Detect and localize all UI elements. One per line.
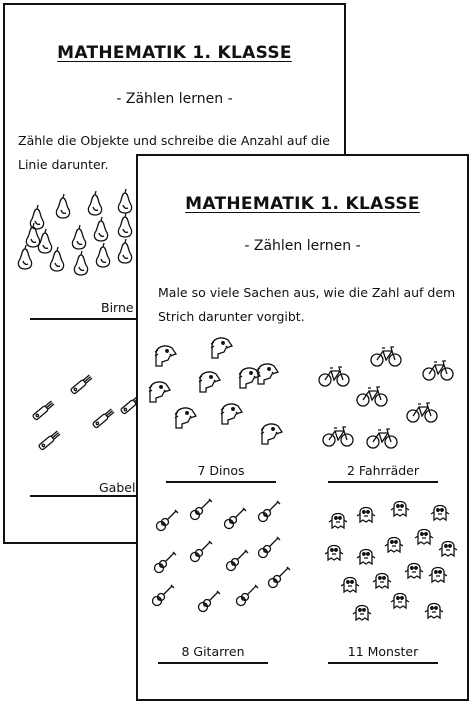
worksheet-title: MATHEMATIK 1. KLASSE — [57, 43, 292, 63]
monster-icon — [329, 514, 347, 529]
fork-icon — [38, 430, 60, 450]
monster-icon — [439, 542, 457, 557]
monster-icon — [353, 606, 371, 621]
worksheet-subtitle: - Zählen lernen - — [244, 238, 361, 254]
answer-label-monsters: 11 Monster — [347, 644, 419, 659]
fork-icon — [32, 400, 54, 420]
worksheet-instruction: Male so viele Sachen aus, wie die Zahl auf dem Strich darunter vorgibt. — [158, 285, 456, 324]
fork-icon — [92, 408, 114, 428]
monster-icon — [425, 604, 443, 619]
worksheet-instruction: Zähle die Objekte und schreibe die Anzahl auf die Linie darunter. — [18, 133, 330, 172]
answer-label-guitars: 8 Gitarren — [181, 644, 245, 659]
answer-line — [30, 495, 138, 497]
answer-label-pears: Birne — [101, 300, 134, 315]
monster-icon — [341, 578, 359, 593]
monster-group — [138, 156, 471, 703]
answer-label-bicycles: 2 Fahrräder — [346, 463, 420, 478]
monster-icon — [405, 564, 423, 579]
monster-icon — [357, 508, 375, 523]
monster-icon — [385, 538, 403, 553]
worksheet-subtitle: - Zählen lernen - — [116, 91, 233, 107]
monster-icon — [429, 568, 447, 583]
monster-icon — [373, 574, 391, 589]
monster-icon — [391, 502, 409, 517]
monster-icon — [415, 530, 433, 545]
answer-label-dinos: 7 Dinos — [197, 463, 245, 478]
fork-icon — [70, 374, 92, 394]
monster-icon — [357, 550, 375, 565]
answer-line — [328, 662, 438, 664]
answer-label-forks: Gabel — [99, 480, 136, 495]
monster-icon — [391, 594, 409, 609]
worksheet-front — [136, 154, 469, 701]
monster-icon — [431, 506, 449, 521]
worksheet-title: MATHEMATIK 1. KLASSE — [185, 194, 420, 214]
monster-icon — [325, 546, 343, 561]
